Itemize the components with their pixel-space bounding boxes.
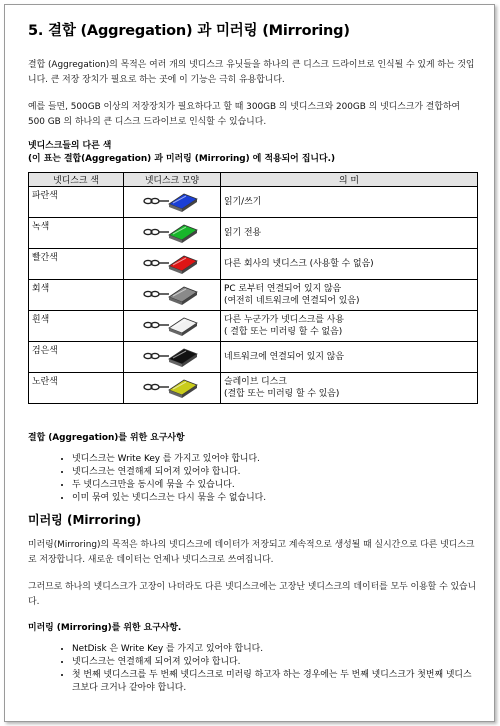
table-header-row (29, 173, 478, 187)
color-name-cell: 검은색 (29, 342, 124, 373)
table-row (29, 280, 478, 311)
netdisk-icon (142, 221, 202, 243)
intro-paragraph-2: 예를 들면, 500GB 이상의 저장장치가 필요하다고 할 때 300GB 의 넷디스크와 200GB 의 넷디스크가 결합하여 500 GB 의 하나의 큰 디스크 드라이브로 인식할 수 있습니다. (28, 102, 461, 127)
table-body (29, 187, 478, 404)
table-row (29, 249, 478, 280)
netdisk-icon (142, 190, 202, 212)
list-item: • 넷디스크는 연결해제 되어져 있어야 합니다. (72, 656, 478, 669)
table-row (29, 373, 478, 404)
document-page (4, 4, 495, 722)
disk-shape-cell (124, 218, 221, 249)
header-meaning: 의 미 (221, 173, 478, 187)
aggregation-requirements-list (28, 453, 478, 505)
netdisk-icon (142, 314, 202, 336)
netdisk-icon (142, 252, 202, 274)
meaning-cell: PC 로부터 연결되어 있지 않음 (여전히 네트워크에 연결되어 있음) (221, 280, 478, 311)
color-name-cell: 노란색 (29, 373, 124, 404)
intro-paragraph-1: 결합 (Aggregation)의 목적은 여러 개의 넷디스크 유닛들을 하나의 큰 디스크 드라이브로 인식될 수 있게 하는 것입니다. 큰 저장 장치가 필요로 하는 곳에 이 기능은 극히 유용합니다. (28, 60, 475, 85)
mirroring-title: 미러링 (Mirroring) (28, 513, 142, 527)
table-row (29, 311, 478, 342)
list-item: • 넷디스크는 연결해제 되어져 있어야 합니다. (72, 466, 478, 479)
meaning-cell: 슬레이브 디스크 (결합 또는 미러링 할 수 있음) (221, 373, 478, 404)
netdisk-color-table (28, 172, 478, 404)
color-name-cell: 파란색 (29, 187, 124, 218)
mirroring-paragraph-2: 그러므로 하나의 넷디스크가 고장이 나더라도 다른 넷디스크에는 고장난 넷디스크의 데이터를 모두 이용할 수 있습니다. (28, 582, 477, 607)
meaning-cell: 읽기 전용 (221, 218, 478, 249)
color-name-cell: 회색 (29, 280, 124, 311)
table-row (29, 187, 478, 218)
colors-subheading: (이 표는 결합(Aggregation) 과 미러링 (Mirroring) 에 적용되어 집니다.) (28, 154, 335, 164)
disk-shape-cell (124, 311, 221, 342)
mirroring-paragraph-1: 미러링(Mirroring)의 목적은 하나의 넷디스크에 데이터가 저장되고 계속적으로 생성될 때 실시간으로 다른 넷디스크로 저장합니다. 새로운 데이터는 언제나 넷디스크로 쓰여집니다. (28, 540, 475, 565)
table-row (29, 218, 478, 249)
netdisk-icon (142, 345, 202, 367)
color-name-cell: 녹색 (29, 218, 124, 249)
color-name-cell: 흰색 (29, 311, 124, 342)
disk-shape-cell (124, 249, 221, 280)
list-item: • 이미 묶여 있는 넷디스크는 다시 묶을 수 없습니다. (72, 492, 478, 505)
list-item: • 두 넷디스크만을 동시에 묶을 수 있습니다. (72, 479, 478, 492)
disk-shape-cell (124, 187, 221, 218)
disk-shape-cell (124, 373, 221, 404)
table-row (29, 342, 478, 373)
header-shape: 넷디스크 모양 (124, 173, 221, 187)
meaning-cell: 다른 누군가가 넷디스크를 사용 ( 결합 또는 미러링 할 수 없음) (221, 311, 478, 342)
aggregation-requirements-title: 결합 (Aggregation)를 위한 요구사항 (28, 433, 185, 443)
header-color: 넷디스크 색 (29, 173, 124, 187)
section-title: 5. 결합 (Aggregation) 과 미러링 (Mirroring) (28, 23, 350, 39)
netdisk-icon (142, 376, 202, 398)
netdisk-icon (142, 283, 202, 305)
mirroring-requirements-title: 미러링 (Mirroring)를 위한 요구사항. (28, 623, 182, 633)
meaning-cell: 네트워크에 연결되어 있지 않음 (221, 342, 478, 373)
disk-shape-cell (124, 342, 221, 373)
disk-shape-cell (124, 280, 221, 311)
list-item: • 넷디스크는 Write Key 를 가지고 있어야 합니다. (72, 453, 478, 466)
list-item: • 첫 번째 넷디스크를 두 번째 넷디스크로 미러링 하고자 하는 경우에는 두 번째 넷디스크가 첫번째 넷디스크보다 크거나 같아야 합니다. (72, 669, 478, 695)
color-name-cell: 빨간색 (29, 249, 124, 280)
meaning-cell: 읽기/쓰기 (221, 187, 478, 218)
list-item: • NetDisk 은 Write Key 를 가지고 있어야 합니다. (72, 643, 478, 656)
meaning-cell: 다른 회사의 넷디스크 (사용할 수 없음) (221, 249, 478, 280)
mirroring-requirements-list (28, 643, 478, 695)
colors-heading: 넷디스크들의 다른 색 (28, 141, 112, 151)
document-content (28, 19, 478, 701)
